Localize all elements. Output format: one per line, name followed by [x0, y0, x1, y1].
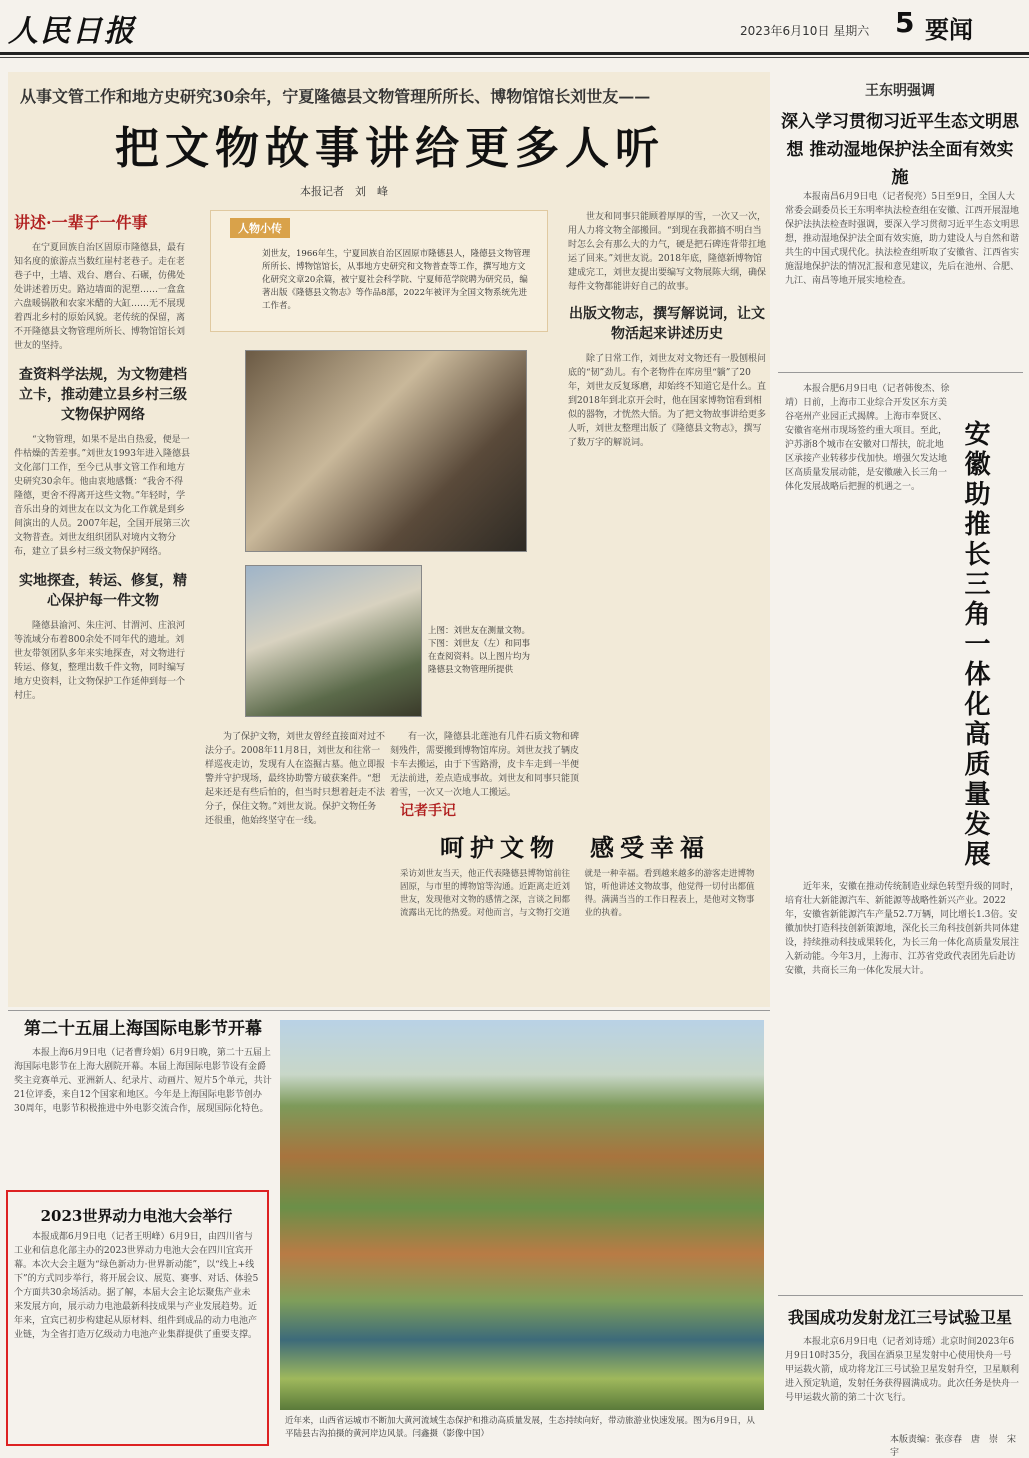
editor-note-text: 采访刘世友当天，他正代表隆德县博物馆前往固原，与市里的博物馆等沟通。近距离走近刘世友，发现他对文物的感情之深，言谈之间都流露出无比的热爱。对他而言，与文物打交道就是一种幸福。看到越来越多的游客走进博物馆，听他讲述文物故事，他觉得一切付出都值得。满满当当的工作日程表上，是他对文物事业的执着。 — [400, 869, 755, 918]
right-separator-2 — [778, 1295, 1023, 1296]
col2b-text: 为了保护文物，刘世友曾经直接面对过不法分子。2008年11月8日，刘世友和往常一样巡夜走访，发现有人在盗掘古墓。他立即报警并守护现场，最终协助警方破获案件。“想起来还是有些后怕的，但当时只想着赶走不法分子，保住文物。”刘世友说。保护文物任务还很重，他始终坚守在一线。 — [205, 732, 386, 826]
section3-text: 隆德县渝河、朱庄河、甘渭河、庄浪河等流域分布着800余处不同年代的遗址。刘世友带领团队多年来实地探查，对文物进行转运、修复，整理出数千件文物，同时编写地方史资料，让文物保护工作延伸到每一个村庄。 — [14, 621, 186, 701]
editor-note-tag: 记者手记 — [400, 803, 456, 819]
main-column-3 — [568, 210, 766, 450]
profile-text: 刘世友，1966年生，宁夏回族自治区固原市隆德县人，隆德县文物管理所所长、博物馆馆长，从事地方史研究和文物普查等工作，撰写地方文化研究文章20余篇，被宁夏社会科学院、宁夏师范学院聘为研究员，编著出版《隆德县文物志》等作品8部，2022年被评为全国文物系统先进工作者。 — [262, 249, 531, 311]
anhui-vertical-headline: 安徽助推长三角一体化高质量发展 — [960, 420, 990, 870]
col3-text2: 除了日常工作，刘世友对文物还有一股刨根问底的“韧”劲儿。有个老物件在库房里“躺”了20年，刘世友反复琢磨，却始终不知道它是什么。直到2018年到北京开会时，他在国家博物馆看到相似的器物，才恍然大悟。为了把文物故事讲给更多人听，刘世友整理出版了《隆德县文物志》，撰写了数万字的解说词。 — [568, 354, 767, 448]
section2-title: 查资料学法规，为文物建档立卡，推动建立县乡村三级文物保护网络 — [19, 367, 187, 423]
section3-title: 实地探查，转运、修复，精心保护每一件文物 — [19, 573, 187, 609]
satellite-headline: 我国成功发射龙江三号试验卫星 — [787, 1308, 1012, 1327]
newspaper-logo: 人民日报 — [8, 14, 136, 49]
col3b-text: 有一次，隆德县北莲池有几件石质文物和碑刻残件，需要搬到博物馆库房。刘世友找了辆皮卡车去搬运，由于下雪路滑，皮卡车走到一半便无法前进，差点造成事故。刘世友和同事只能顶着雪，一次又一次地人工搬运。 — [390, 732, 580, 798]
col3-subtitle: 出版文物志，撰写解说词，让文物活起来讲述历史 — [569, 306, 765, 342]
battery-headline: 2023世界动力电池大会举行 — [40, 1207, 233, 1225]
right-text-2: 本报合肥6月9日电（记者韩俊杰、徐靖）日前，上海市工业综合开发区东方美谷亳州产业园正式揭牌。上海市奉贤区、安徽省亳州市现场签约重大项目。至此，沪苏浙8个城市在安徽对口帮扶，皖北地区承接产业转移步伐加快。增强欠发达地区高质量发展动能，是安徽融入长三角一体化发展战略后把握的机遇之一。 — [785, 384, 950, 492]
photo-measuring-artifact — [245, 350, 527, 552]
film-festival-text: 本报上海6月9日电（记者曹玲娟）6月9日晚，第二十五届上海国际电影节在上海大剧院开幕。本届上海国际电影节设有金爵奖主竞赛单元、亚洲新人、纪录片、动画片、短片5个单元，共计21位评委，来自12个国家和地区。今年是上海国际电影节创办30周年，电影节积极推进中外电影交流合作，展现国际化特色。 — [14, 1048, 272, 1114]
col3-text: 世友和同事只能顾着厚厚的雪，一次又一次，用人力将文物全部搬回。“到现在我都搞不明白当时怎么会有那么大的力气，硬是把石碑连背带扛地运了回来。”刘世友说。2018年底，隆德新博物馆建成完工，刘世友提出要编写文物展陈大纲，确保每件文物都能讲好自己的故事。 — [568, 212, 767, 292]
masthead-rule-thin — [0, 57, 1029, 58]
main-column-3-lower — [390, 730, 580, 800]
section1-title: 讲述·一辈子一件事 — [14, 213, 148, 232]
photo-caption: 上图：刘世友在测量文物。下图：刘世友（左）和同事在查阅资料。以上图片均为隆德县文物管理所提供 — [428, 626, 531, 675]
film-festival-headline: 第二十五届上海国际电影节开幕 — [24, 1019, 262, 1039]
section-name: 要闻 — [925, 16, 973, 44]
satellite-text: 本报北京6月9日电（记者刘诗瑶）北京时间2023年6月9日10时35分，我国在酒泉卫星发射中心使用快舟一号甲运载火箭，成功将龙江三号试验卫星发射升空，卫星顺利进入预定轨道，发射任务获得圆满成功。此次任务是快舟一号甲运载火箭的第二十次飞行。 — [785, 1337, 1020, 1403]
landscape-caption: 近年来，山西省运城市不断加大黄河流域生态保护和推动高质量发展，生态持续向好，带动旅游业快速发展。图为6月9日，从平陆县古沟拍摄的黄河岸边风景。闫鑫摄（影像中国） — [285, 1416, 755, 1439]
battery-text: 本报成都6月9日电（记者王明峰）6月9日，由四川省与工业和信息化部主办的2023世界动力电池大会在四川宜宾开幕。本次大会主题为“绿色新动力·世界新动能”，以“线上+线下”的方式同步举行，将开展会议、展览、赛事、对话、体验5个方面共30余场活动。据了解，本届大会主论坛聚焦产业未来发展方向，展示动力电池最新科技成果与产业发展趋势。近年来，宜宾已初步构建起从原材料、组件到成品的动力电池产业链，为全省打造万亿级动力电池产业集群提供了重要支撑。 — [14, 1232, 259, 1340]
page-number: 5 — [895, 6, 915, 39]
right-text-3: 近年来，安徽在推动传统制造业绿色转型升级的同时，培育壮大新能源汽车、新能源等战略性新兴产业。2022年，安徽省新能源汽车产量52.7万辆，同比增长1.3倍。安徽加快打造科技创新策源地，深化长三角科技创新共同体建设，持续推动科技成果转化，为长三角一体化高质量发展注入新动能。今年3月，上海市、江苏省党政代表团先后赴访安徽，共商长三角一体化发展大计。 — [785, 882, 1020, 976]
main-byline: 本报记者 刘 峰 — [300, 185, 388, 198]
right-title: 深入学习贯彻习近平生态文明思想 推动湿地保护法全面有效实施 — [781, 112, 1019, 188]
right-kicker: 王东明强调 — [865, 83, 935, 99]
page-editors: 本版责编：张彦春 唐 崇 宋 宇 — [890, 1435, 1026, 1458]
main-headline: 把文物故事讲给更多人听 — [115, 123, 665, 174]
lower-separator — [8, 1010, 770, 1011]
right-separator — [778, 372, 1023, 373]
masthead-rule — [0, 52, 1029, 55]
section1-text: 在宁夏回族自治区固原市隆德县，最有知名度的旅游点当数红崖村老巷子。走在老巷子中，土墙、戏台、磨台、石碾，仿佛处处讲述着历史。路边墙面的泥塑……一盒盒六盘暖锅散和农家米醋的大缸……无不展现着西北乡村的原始风貌。老传统的保留，离不开隆德县文物管理所所长、博物馆馆长刘世友的坚持。 — [14, 243, 186, 351]
main-column-2-lower — [205, 730, 385, 828]
section2-text: “文物管理，如果不是出自热爱，便是一件枯燥的苦差事。”刘世友1993年进入隆德县文化部门工作，至今已从事文管工作和地方史研究30余年。他由衷地感慨：“我舍不得隆德，更舍不得离开这些文物。”年轻时，学音乐出身的刘世友在以文为化工作就是到乡间演出的人员。2007年起，全国开展第三次文物普查。刘世友组织团队对境内文物分布，建立了县乡村三级文物保护网络。 — [14, 435, 191, 557]
photo-reading-documents — [245, 565, 422, 717]
main-column-1 — [14, 210, 192, 703]
editor-note-title: 呵护文物 感受幸福 — [440, 833, 710, 862]
right-text-1: 本报南昌6月9日电（记者倪亮）5日至9日，全国人大常委会副委员长王东明率执法检查组在安徽、江西开展湿地保护法执法检查时强调，要深入学习贯彻习近平生态文明思想，推动湿地保护法全面有效实施，助力建设人与自然和谐共生的中国式现代化。执法检查组听取了安徽省、江西省实施湿地保护法的情况汇报和意见建议，先后在池州、合肥、九江、南昌等地开展实地检查。 — [785, 192, 1020, 286]
main-kicker: 从事文管工作和地方史研究30余年，宁夏隆德县文物管理所所长、博物馆馆长刘世友—— — [20, 87, 651, 106]
profile-tag: 人物小传 — [230, 218, 290, 238]
issue-date: 2023年6月10日 星期六 — [740, 24, 870, 38]
yellow-river-landscape-photo — [280, 1020, 764, 1410]
